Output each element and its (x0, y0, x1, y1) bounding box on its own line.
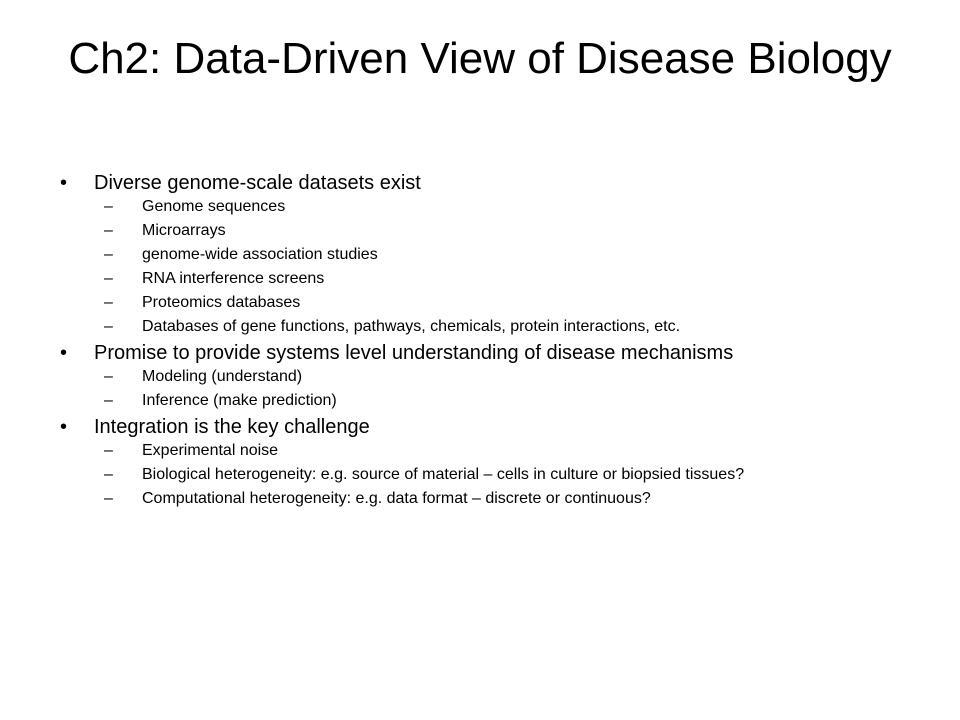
dash-icon: – (104, 490, 113, 507)
bullet-item (58, 341, 918, 409)
dash-icon: – (104, 270, 113, 287)
bullet-icon: • (60, 172, 68, 194)
sub-item (94, 198, 892, 215)
sub-item-text: Inference (make prediction) (142, 392, 337, 409)
dash-icon: – (104, 466, 113, 483)
sub-item-text: Databases of gene functions, pathways, chemicals, protein interactions, etc. (142, 318, 681, 335)
sub-item (94, 490, 892, 507)
sub-item (94, 246, 892, 263)
dash-icon: – (104, 318, 113, 335)
dash-icon: – (104, 294, 113, 311)
sub-item-text: RNA interference screens (142, 270, 325, 287)
dash-icon: – (104, 222, 113, 239)
sub-item-text: Biological heterogeneity: e.g. source of material – cells in culture or biopsied tissues? (142, 466, 745, 483)
sub-item (94, 466, 892, 483)
sub-list (94, 368, 918, 409)
sub-item (94, 318, 892, 335)
sub-item-text: Modeling (understand) (142, 368, 303, 385)
bullet-icon: • (60, 416, 68, 438)
sub-item (94, 294, 892, 311)
bullet-item (58, 171, 918, 335)
sub-item (94, 442, 892, 459)
sub-item (94, 368, 892, 385)
sub-item-text: Proteomics databases (142, 294, 301, 311)
slide-body (58, 171, 918, 507)
dash-icon: – (104, 246, 113, 263)
slide-title: Ch2: Data-Driven View of Disease Biology (68, 34, 892, 83)
sub-item (94, 392, 892, 409)
dash-icon: – (104, 198, 113, 215)
bullet-icon: • (60, 342, 68, 364)
sub-item-text: genome-wide association studies (142, 246, 378, 263)
sub-item (94, 222, 892, 239)
sub-item-text: Computational heterogeneity: e.g. data format – discrete or continuous? (142, 490, 651, 507)
bullet-text: Integration is the key challenge (94, 416, 370, 438)
dash-icon: – (104, 392, 113, 409)
bullet-text: Diverse genome-scale datasets exist (94, 172, 421, 194)
sub-item-text: Experimental noise (142, 442, 279, 459)
sub-list (94, 198, 918, 335)
dash-icon: – (104, 368, 113, 385)
sub-item-text: Genome sequences (142, 198, 286, 215)
dash-icon: – (104, 442, 113, 459)
sub-list (94, 442, 918, 507)
bullet-text: Promise to provide systems level understanding of disease mechanisms (94, 342, 734, 364)
sub-item (94, 270, 892, 287)
sub-item-text: Microarrays (142, 222, 226, 239)
bullet-item (58, 415, 918, 507)
